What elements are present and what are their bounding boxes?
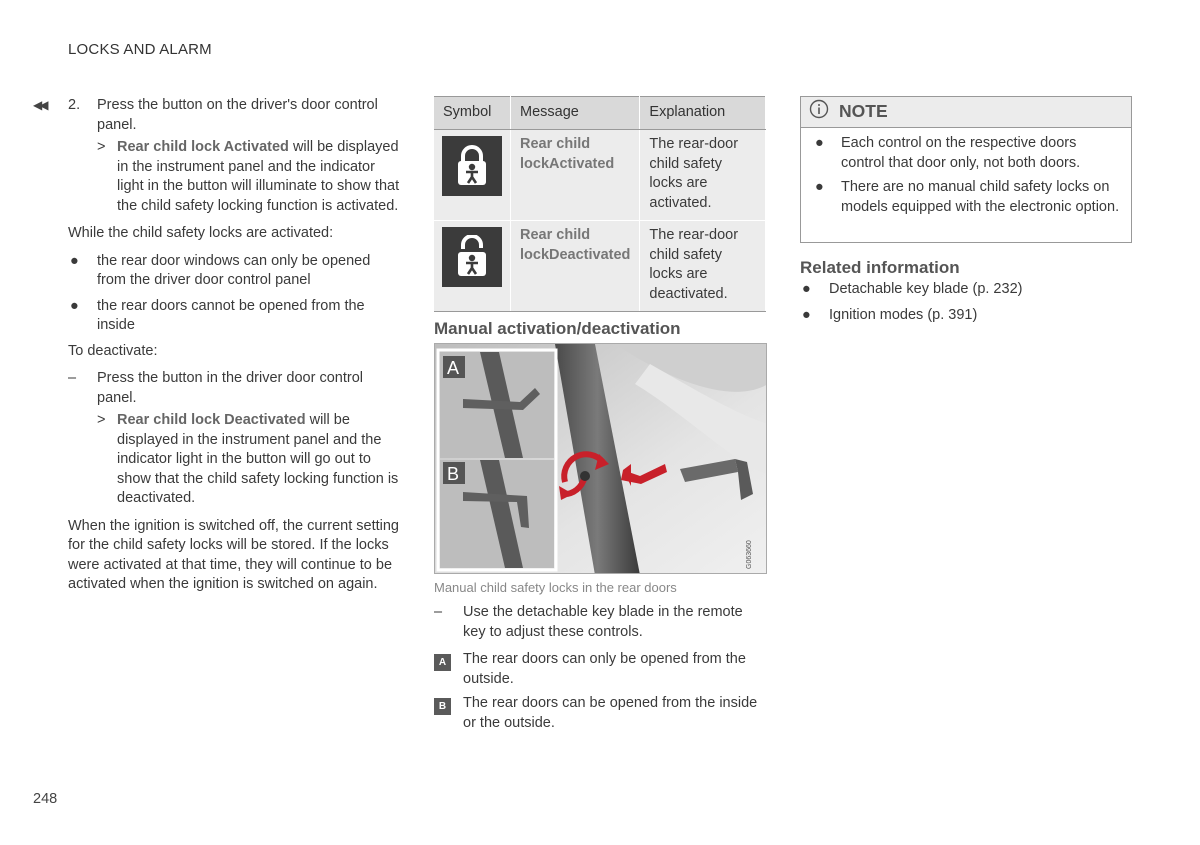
manual-instructions (434, 603, 766, 738)
tag-a: A (434, 654, 451, 671)
table-cell-symbol (434, 221, 511, 312)
deactivate-step (68, 369, 400, 408)
list-item (813, 134, 1123, 173)
result-marker: > (97, 412, 106, 428)
note-body (801, 128, 1131, 217)
table-cell-message: Rear child lockDeactivated (511, 221, 640, 312)
list-item-text: There are no manual child safety locks on models equipped with the electronic option. (841, 179, 1120, 215)
section-header: LOCKS AND ALARM (68, 41, 212, 58)
table-row (434, 221, 766, 312)
table-header-message: Message (511, 97, 640, 130)
related-heading: Related information (800, 258, 960, 277)
note-header (801, 97, 1131, 128)
message-activated: Rear child lock Activated (117, 139, 289, 155)
bullet-icon: ● (815, 135, 824, 151)
table-row (434, 130, 766, 221)
manual-heading: Manual activation/deactivation (434, 319, 681, 338)
dash-marker: – (68, 370, 77, 386)
table-header-explanation: Explanation (640, 97, 766, 130)
column-1 (68, 96, 400, 603)
manual-step (434, 603, 766, 642)
figure-label-b: B (447, 464, 460, 484)
step-2 (68, 96, 400, 135)
to-deactivate-text: To deactivate: (68, 342, 158, 359)
child-lock-deactivated-icon (442, 227, 502, 287)
related-link[interactable] (800, 306, 1132, 326)
list-item-text: the rear door windows can only be opened from the driver door control panel (97, 252, 371, 288)
table-cell-message: Rear child lockActivated (511, 130, 640, 221)
bullet-icon: ● (802, 281, 811, 297)
message-deactivated: Rear child lock Deactivated (117, 412, 306, 428)
note-title: NOTE (839, 101, 888, 122)
step-number: 2. (68, 97, 81, 113)
symbol-table (434, 96, 766, 312)
bullet-icon: ● (802, 306, 811, 323)
list-item (434, 650, 766, 689)
result-text: will be displayed in the instrument panel and the indicator light in the button will illuminate to show that the child safety locking function is activated. (117, 139, 400, 214)
child-lock-activated-icon (442, 136, 502, 196)
result-marker: > (97, 139, 106, 155)
list-item (434, 694, 766, 733)
step-text: Use the detachable key blade in the remote key to adjust these controls. (463, 604, 743, 640)
result-activated (68, 138, 400, 216)
list-item-text: the rear doors cannot be opened from the inside (97, 297, 365, 333)
step-text: Press the button in the driver door control panel. (97, 370, 363, 406)
result-text: will be displayed in the instrument panel and the indicator light in the button will go out to show that the child safety locking function is deactivated. (117, 412, 399, 506)
bullet-icon: ● (815, 179, 824, 195)
figure-label-a: A (447, 358, 460, 378)
bullet-icon: ● (70, 252, 79, 269)
previous-page-icon[interactable]: ◀◀ (33, 98, 46, 112)
step-text: Press the button on the driver's door control panel. (97, 97, 378, 133)
note-box (800, 96, 1132, 243)
list-item (813, 178, 1123, 217)
table-cell-explanation: The rear-door child safety locks are deactivated. (640, 221, 766, 312)
tag-b: B (434, 698, 451, 715)
list-item-text: Each control on the respective doors control that door only, not both doors. (841, 135, 1081, 171)
figure-caption: Manual child safety locks in the rear doors (434, 580, 677, 595)
table-cell-explanation: The rear-door child safety locks are activated. (640, 130, 766, 221)
related-link[interactable] (800, 280, 1132, 300)
list-item-text: The rear doors can only be opened from the outside. (463, 651, 746, 687)
door-lock-illustration (434, 343, 767, 574)
list-item (68, 297, 400, 336)
table-header-symbol: Symbol (434, 97, 511, 130)
list-item (68, 252, 400, 291)
table-cell-symbol (434, 130, 511, 221)
page-number: 248 (33, 791, 58, 807)
related-link-text[interactable]: Ignition modes (p. 391) (829, 306, 978, 323)
dash-marker: – (434, 604, 443, 620)
related-link-text[interactable]: Detachable key blade (p. 232) (829, 281, 1023, 297)
while-text: While the child safety locks are activated: (68, 225, 334, 241)
list-item-text: The rear doors can be opened from the inside or the outside. (463, 695, 758, 731)
figure-code: G063660 (746, 540, 753, 569)
related-list (800, 280, 1132, 331)
ignition-text: When the ignition is switched off, the current setting for the child safety locks will be stored. If the locks were activated at that time, they will continue to be activated when the ignition is switched on again. (68, 517, 399, 592)
bullet-icon: ● (70, 297, 79, 314)
result-deactivated (68, 411, 400, 509)
info-icon (809, 99, 829, 126)
